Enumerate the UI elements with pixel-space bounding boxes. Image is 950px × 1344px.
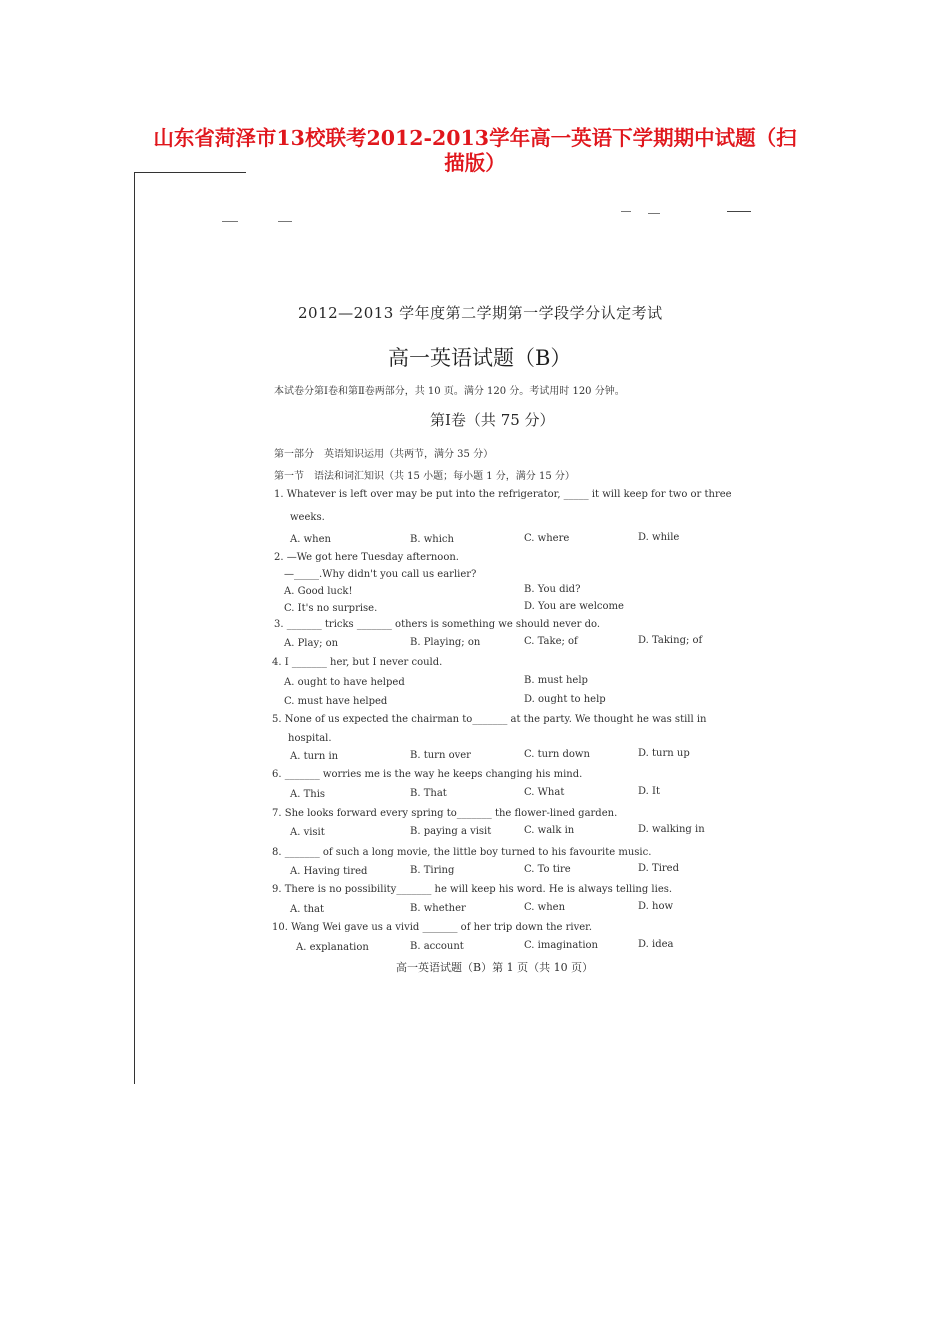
scan-mark <box>621 211 631 212</box>
question-9-option-c: C. when <box>524 902 566 913</box>
question-2-option-b: B. You did? <box>524 584 581 595</box>
question-7-option-b: B. paying a visit <box>410 826 492 837</box>
question-10-option-c: C. imagination <box>524 940 598 951</box>
question-9-option-a: A. that <box>290 904 325 915</box>
question-8-option-a: A. Having tired <box>290 866 368 877</box>
question-4-option-d: D. ought to help <box>524 694 606 705</box>
question-8-line-1: 8. _______ of such a long movie, the little boy turned to his favourite music. <box>272 847 652 858</box>
question-5-option-b: B. turn over <box>410 750 471 761</box>
question-2-line-2: —_____.Why didn't you call us earlier? <box>284 569 477 580</box>
question-10-option-d: D. idea <box>638 939 674 950</box>
question-1-option-a: A. when <box>290 534 331 545</box>
question-2-option-a: A. Good luck! <box>284 586 353 597</box>
exam-header: 2012—2013 学年度第二学期第一学段学分认定考试 <box>298 304 663 322</box>
question-10-option-a: A. explanation <box>296 942 369 953</box>
question-4-option-b: B. must help <box>524 675 588 686</box>
question-10-line-1: 10. Wang Wei gave us a vivid _______ of her trip down the river. <box>272 922 593 933</box>
scan-mark <box>222 221 238 222</box>
question-1-line-2: weeks. <box>290 512 325 523</box>
question-5-option-a: A. turn in <box>290 751 339 762</box>
question-6-line-1: 6. _______ worries me is the way he keeps changing his mind. <box>272 769 583 780</box>
volume-title: 第Ⅰ卷（共 75 分） <box>430 411 555 429</box>
page-footer: 高一英语试题（B）第 1 页（共 10 页） <box>396 961 594 974</box>
question-7-option-a: A. visit <box>290 827 325 838</box>
question-8-option-b: B. Tiring <box>410 865 455 876</box>
question-7-option-d: D. walking in <box>638 824 705 835</box>
question-3-option-b: B. Playing; on <box>410 637 481 648</box>
question-5-option-c: C. turn down <box>524 749 590 760</box>
scan-frame-left-edge <box>134 172 135 1084</box>
scan-mark <box>648 213 660 214</box>
question-6-option-a: A. This <box>290 789 326 800</box>
question-5-line-1: 5. None of us expected the chairman to_______ at the party. We thought he was still in <box>272 714 707 725</box>
question-3-line-1: 3. _______ tricks _______ others is something we should never do. <box>274 619 601 630</box>
question-9-option-d: D. how <box>638 901 674 912</box>
question-4-line-1: 4. I _______ her, but I never could. <box>272 657 443 668</box>
question-1-line-1: 1. Whatever is left over may be put into the refrigerator, _____ it will keep for two or three <box>274 489 732 500</box>
question-1-option-d: D. while <box>638 532 680 543</box>
question-5-line-2: hospital. <box>288 733 332 744</box>
question-6-option-d: D. It <box>638 786 660 797</box>
question-4-option-a: A. ought to have helped <box>284 677 405 688</box>
document-title-line-1: 山东省菏泽市13校联考2012-2013学年高一英语下学期期中试题（扫 <box>153 126 797 150</box>
document-title <box>120 126 830 176</box>
question-6-option-c: C. What <box>524 787 565 798</box>
scan-mark <box>278 221 292 222</box>
question-9-line-1: 9. There is no possibility_______ he will keep his word. He is always telling lies. <box>272 884 673 895</box>
question-2-line-1: 2. —We got here Tuesday afternoon. <box>274 552 459 563</box>
question-3-option-d: D. Taking; of <box>638 635 703 646</box>
question-3-option-a: A. Play; on <box>284 638 339 649</box>
question-5-option-d: D. turn up <box>638 748 690 759</box>
question-1-option-c: C. where <box>524 533 570 544</box>
section-heading: 第一节 语法和词汇知识（共 15 小题；每小题 1 分，满分 15 分） <box>274 471 575 482</box>
question-10-option-b: B. account <box>410 941 464 952</box>
exam-subject-title: 高一英语试题（B） <box>388 346 572 370</box>
question-2-option-d: D. You are welcome <box>524 601 624 612</box>
question-4-option-c: C. must have helped <box>284 696 388 707</box>
question-7-option-c: C. walk in <box>524 825 575 836</box>
document-title-line-2: 描版） <box>444 151 506 175</box>
question-2-option-c: C. It's no surprise. <box>284 603 378 614</box>
question-6-option-b: B. That <box>410 788 447 799</box>
question-7-line-1: 7. She looks forward every spring to_______ the flower-lined garden. <box>272 808 618 819</box>
question-8-option-c: C. To tire <box>524 864 571 875</box>
question-1-option-b: B. which <box>410 534 454 545</box>
question-3-option-c: C. Take; of <box>524 636 578 647</box>
exam-info: 本试卷分第Ⅰ卷和第Ⅱ卷两部分，共 10 页。满分 120 分。考试用时 120 分钟。 <box>274 386 625 397</box>
part-heading: 第一部分 英语知识运用（共两节，满分 35 分） <box>274 449 494 460</box>
scan-frame-top-edge <box>134 172 246 173</box>
question-9-option-b: B. whether <box>410 903 466 914</box>
scan-mark <box>727 211 751 212</box>
question-8-option-d: D. Tired <box>638 863 679 874</box>
